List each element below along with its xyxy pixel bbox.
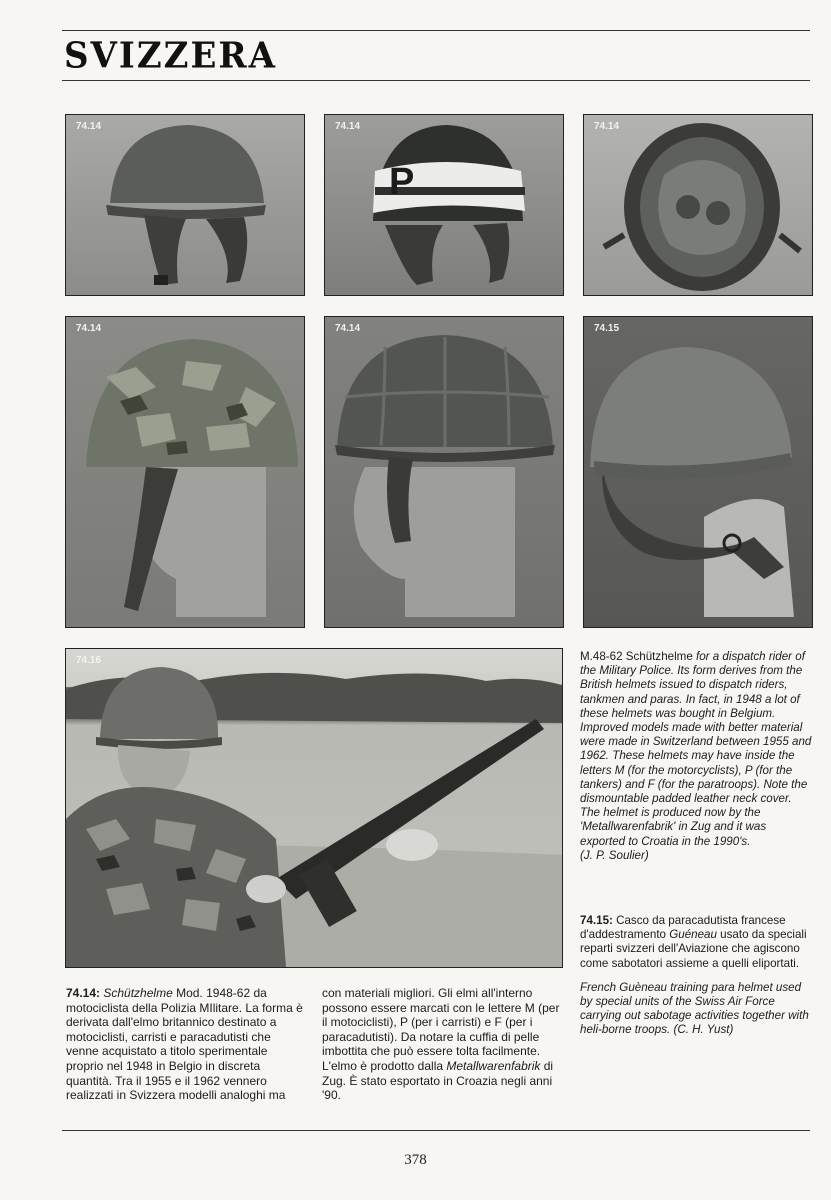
maker-name: Metallwarenfabrik [446,1058,541,1073]
page-title: SVIZZERA [64,35,278,77]
helmet-name: Schützhelme [103,986,173,1000]
photo-label: 74.14 [335,121,361,132]
caption-text: for a dispatch rider of the Military Police. Its form derives from the British helmets issued to dispatch riders, tankmen and paras. In fact, in 1948 a lot of these helmets was bought in Belgium. Improved models made with better material were made in Switzerland between 1955 and 1962. These helmets may have inside the letters M (for the motorcyclists), P (for the tankers) and F (for the paratroops). Note the dismountable padded leather neck cover. The helmet is produced now by the 'Metallwarenfabrik' in Zug and it was exported to Croatia in the 1990's. [580,650,812,848]
caption-74-14-it-col1 [66,986,304,1103]
photo-helmet-camouflage [65,316,305,628]
caption-74-15 [580,914,812,1048]
photo-soldier-with-rifle [65,648,563,968]
helmet-camouflage-illustration [66,317,304,627]
caption-text-b: usato da speciali reparti svizzeri dell'Aviazione che agiscono come sabotatori assieme a quelli eliportati. [580,928,807,970]
soldier-illustration [66,649,562,967]
caption-text-b2: di Zug. È stato esportato in Croazia negli anni '90. [322,1058,554,1103]
photo-helmet-armband [324,114,564,296]
caption-text-a: Casco da paracadutista francese d'addestramento [580,914,786,942]
caption-74-15-en [580,981,812,1038]
helmet-side-illustration [66,115,304,295]
photo-helmet-cover [324,316,564,628]
photo-helmet-interior [583,114,813,296]
page-number: 378 [404,1152,427,1168]
photo-label: 74.14 [76,323,102,334]
title-rule [62,80,810,81]
helmet-interior-illustration [584,115,812,295]
photo-helmet-side [65,114,305,296]
top-rule [62,30,810,31]
caption-74-14-en [580,650,812,863]
photo-label: 74.14 [335,323,361,334]
caption-text: French Guèneau training para helmet used by special units of the Swiss Air Force carrying out sabotage activities together with heli-borne troops. [580,980,809,1037]
caption-text-a: Mod. 1948-62 da motociclista della Polizia MIlitare. La forma è derivata dall'elmo britannico destinato a motociclisti, carristi e paracadutisti che venne acquistato a titolo sperimentale proprio nel 1948 in Belgio in discreta quantità. Tra il 1955 e il 1962 vennero realizzati in Svizzera modelli analoghi ma [66,986,303,1103]
armband-letter: P [389,161,415,203]
photo-credit: (J. P. Soulier) [580,848,649,862]
footer-rule [62,1130,810,1131]
caption-number: 74.15: [580,914,613,927]
photo-credit: (C. H. Yust) [673,1023,734,1037]
caption-74-14-it-col2 [322,986,562,1103]
helmet-name: Schützhelme [622,650,693,663]
caption-number: 74.14: [66,986,101,1000]
para-helmet-illustration [584,317,812,627]
model-name: M.48-62 [580,650,623,663]
helmet-cover-illustration [325,317,563,627]
caption-74-15-it [580,914,812,971]
caption-text-b1: con materiali migliori. Gli elmi all'interno possono essere marcati con le lettere M (per il motociclisti), P (per i carristi) e F (per i paracadutisti). Da notare la cuffia di pelle imbottita che può essere tolta facilmente. L'elmo è prodotto dalla [322,986,560,1073]
photo-para-helmet [583,316,813,628]
photo-label: 74.15 [594,323,620,334]
photo-label: 74.14 [594,121,620,132]
photo-label: 74.14 [76,121,102,132]
helmet-maker-name: Guéneau [669,928,717,942]
helmet-armband-illustration [325,115,563,295]
photo-label: 74.16 [76,655,102,666]
